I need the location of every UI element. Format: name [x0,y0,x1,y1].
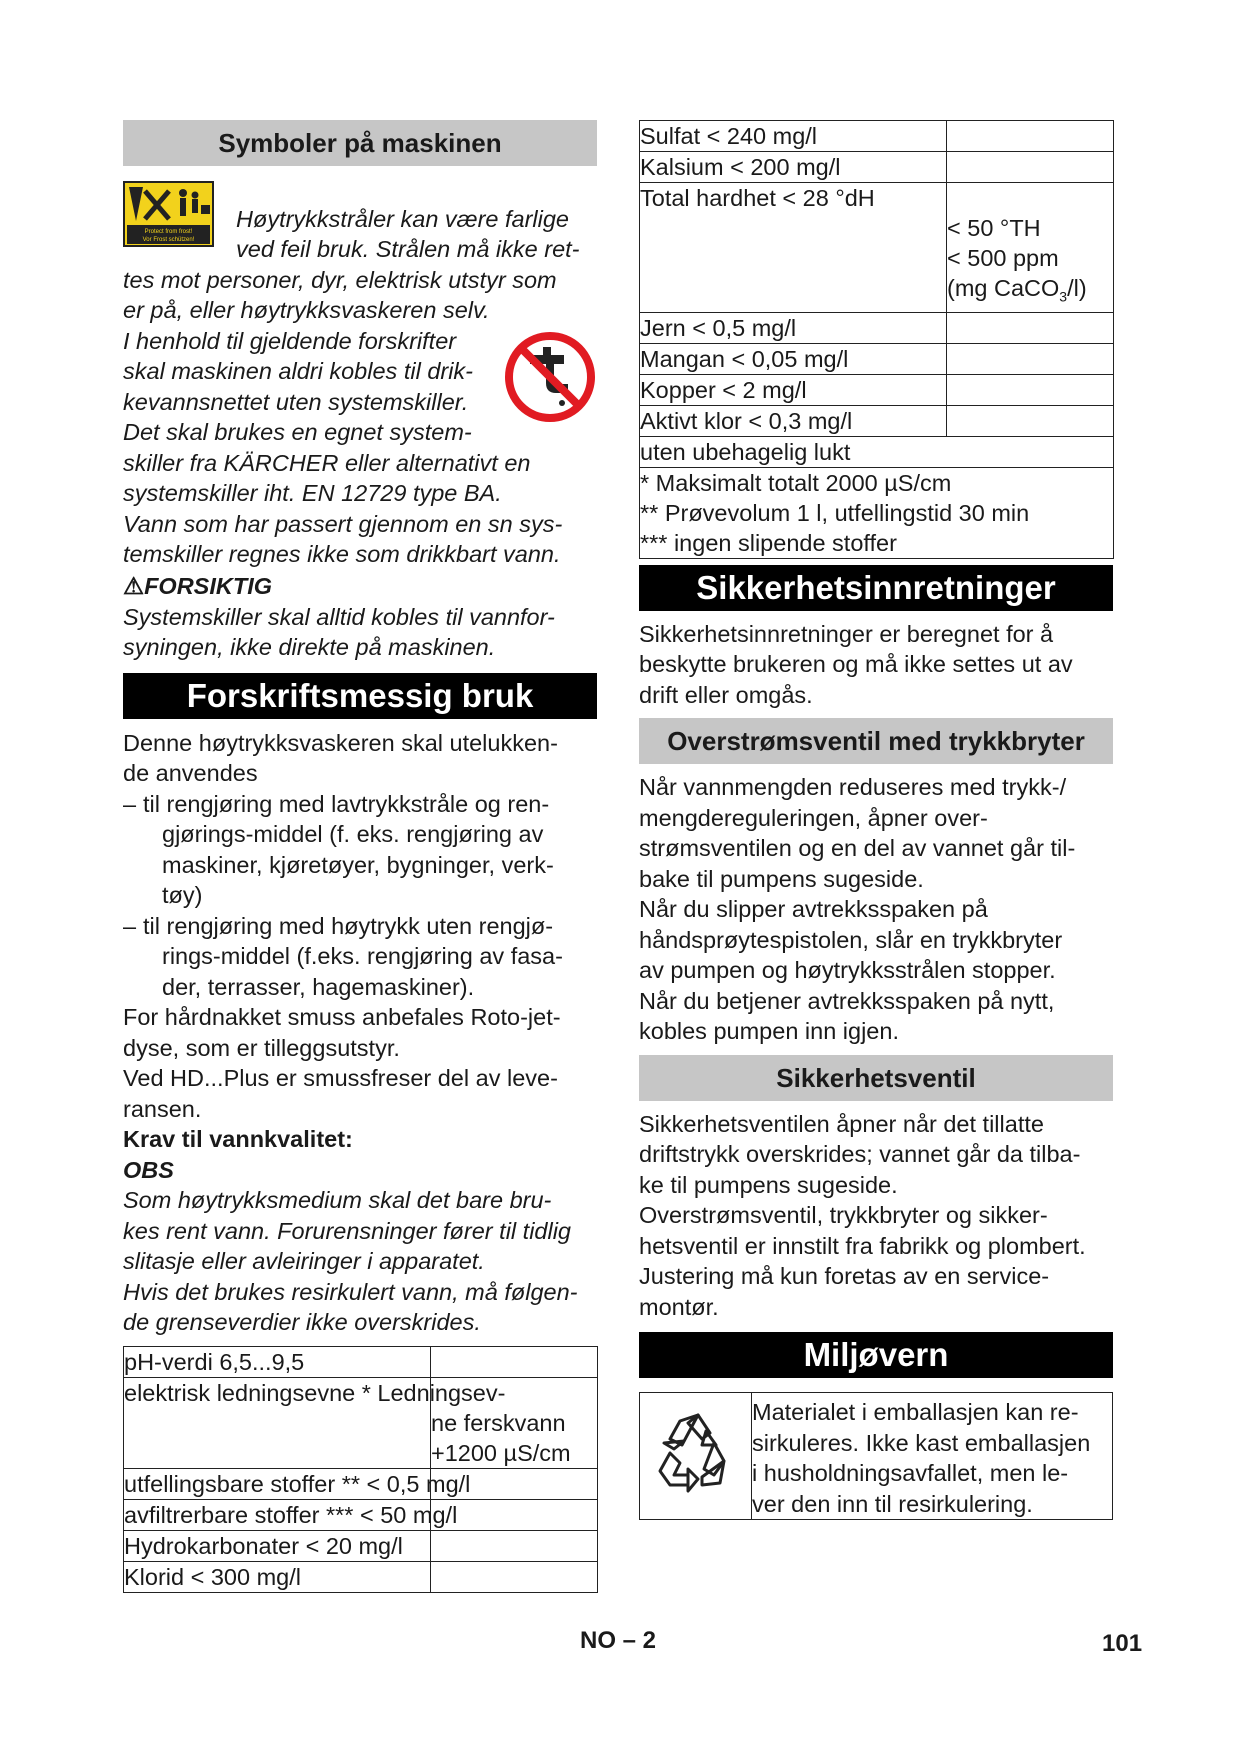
symbols-p1-line2: ved feil bruk. Strålen må ikke ret- [236,236,580,262]
table-row [640,405,1114,436]
table-cell [947,312,1114,343]
symbols-p2-line3: kevannsnettet uten systemskiller. [123,389,469,415]
overflow-text-4: bake til pumpens sugeside. [639,865,924,892]
symbols-block [123,181,597,567]
symbols-p2-line4: Det skal brukes en egnet system- [123,419,472,445]
frost-label-2: Vor Frost schützen! [142,237,195,243]
usage-p2-2: dyse, som er tilleggsutstyr. [123,1034,400,1061]
table-row [124,1561,598,1592]
caution-title: FORSIKTIG [144,573,273,599]
table-cell: Jern < 0,5 mg/l [640,312,947,343]
overflow-valve-section [639,772,1113,1047]
warning-triangle-icon: ⚠ [123,573,145,599]
table-cell [431,1346,598,1377]
symbols-p2-line2: skal maskinen aldri kobles til drik- [123,358,474,384]
obs-text-2: kes rent vann. Forurensninger fører til tidlig [123,1217,571,1244]
footer-language-code: NO – 2 [580,1627,657,1654]
overflow-text-8: Når du betjener avtrekksspaken på nytt, [639,987,1055,1014]
overflow-text-7: av pumpen og høytrykksstrålen stopper. [639,957,1056,984]
safety-text-3: drift eller omgås. [639,681,813,708]
overflow-text-6: håndsprøytespistolen, slår en trykkbryter [639,926,1063,953]
environment-text [752,1397,1090,1519]
table-cell: ne ferskvann +1200 µS/cm [431,1377,598,1468]
water-quality-table-left [123,1346,598,1593]
symbols-heading: Symboler på maskinen [123,120,597,166]
table-cell: Hydrokarbonater < 20 mg/l [124,1530,431,1561]
caution-text-2: syningen, ikke direkte på maskinen. [123,634,496,660]
symbols-p2-line6: systemskiller iht. EN 12729 type BA. [123,480,502,506]
right-column [639,120,1113,1520]
usage-p2-1: For hårdnakket smuss anbefales Roto-jet- [123,1004,561,1030]
table-row [640,436,1114,467]
page-number: 101 [1102,1630,1143,1657]
table-cell: Sulfat < 240 mg/l [640,121,947,152]
table-row [640,467,1114,558]
table-row [640,374,1114,405]
table-row [640,183,1114,313]
table-cell: < 50 °TH < 500 ppm (mg CaCO$_3$/l) [947,183,1114,313]
usage-item-2: – til rengjøring med høytrykk uten rengjø- [123,912,554,939]
usage-item-1: – til rengjøring med lavtrykkstråle og ren- [123,790,550,817]
table-cell: Total hardhet < 28 °dH [640,183,947,313]
table-row [640,121,1114,152]
overflow-text-3: strømsventilen og en del av vannet går til- [639,835,1076,862]
table-cell [947,152,1114,183]
env-text-3: i husholdningsavfallet, men le- [752,1460,1069,1487]
env-text-1: Materialet i emballasjen kan re- [752,1399,1079,1426]
caution-text-1: Systemskiller skal alltid kobles til vannfor- [123,603,555,630]
safety-text-2: beskytte brukeren og må ikke settes ut av [639,651,1073,678]
frost-label-1: Protect from frost! [144,229,193,235]
safety-valve-text-1: Sikkerhetsventilen åpner når det tillatte [639,1110,1044,1137]
safety-valve-section [639,1109,1113,1323]
table-cell: pH-verdi 6,5...9,5 [124,1346,431,1377]
table-cell: Kopper < 2 mg/l [640,374,947,405]
obs-text-3: slitasje eller avleiringer i apparatet. [123,1248,485,1274]
usage-heading: Forskriftsmessig bruk [123,673,597,719]
table-cell [947,374,1114,405]
left-column [123,120,597,1593]
obs-text-5: de grenseverdier ikke overskrides. [123,1309,481,1335]
usage-item-1-line4: tøy) [162,882,203,908]
no-drinking-water-icon [504,331,596,423]
table-row [124,1499,598,1530]
table-cell: Klorid < 300 mg/l [124,1561,431,1592]
usage-section [123,728,597,1338]
table-row [640,152,1114,183]
environment-heading: Miljøvern [639,1332,1113,1378]
table-cell: uten ubehagelig lukt [640,436,1114,467]
env-text-4: ver den inn til resirkulering. [752,1490,1033,1517]
warning-sticker-icon [123,181,214,247]
usage-item-1-line3: maskiner, kjøretøyer, bygninger, verk- [162,851,554,878]
overflow-text-2: mengdereguleringen, åpner over- [639,804,988,831]
symbols-p2-line7: Vann som har passert gjennom en sn sys- [123,511,563,537]
table-cell: utfellingsbare stoffer ** < 0,5 mg/l [124,1468,431,1499]
symbols-p1-line3: tes mot personer, dyr, elektrisk utstyr som [123,267,557,293]
overflow-text-9: kobles pumpen inn igjen. [639,1018,899,1045]
symbols-p2-line8: temskiller regnes ikke som drikkbart vann. [123,541,561,567]
table-cell [947,343,1114,374]
caution-line [123,571,597,602]
table-row [124,1346,598,1377]
table-cell: elektrisk ledningsevne * Ledningsev- [124,1377,431,1468]
safety-section [639,619,1113,711]
table-cell: Aktivt klor < 0,3 mg/l [640,405,947,436]
safety-valve-text-7: montør. [639,1293,719,1320]
table-cell [431,1561,598,1592]
usage-intro-2: de anvendes [123,760,258,786]
table-cell: Mangan < 0,05 mg/l [640,343,947,374]
table-cell: avfiltrerbare stoffer *** < 50 mg/l [124,1499,431,1530]
safety-text-1: Sikkerhetsinnretninger er beregnet for å [639,620,1054,647]
table-cell [431,1530,598,1561]
safety-valve-text-5: hetsventil er innstilt fra fabrikk og plombert. [639,1232,1086,1259]
recycle-icon [640,1393,752,1519]
table-row [640,312,1114,343]
symbols-p1-line4: er på, eller høytrykksvaskeren selv. [123,297,490,323]
table-notes: * Maksimalt totalt 2000 µS/cm ** Prøvevolum 1 l, utfellingstid 30 min *** ingen slipende stoffer [640,467,1114,558]
symbols-p1-line1: Høytrykkstråler kan være farlige [236,206,569,232]
usage-item-2-line3: der, terrasser, hagemaskiner). [162,973,475,1000]
overflow-text-5: Når du slipper avtrekksspaken på [639,896,988,923]
environment-box [639,1392,1113,1520]
overflow-text-1: Når vannmengden reduseres med trykk-/ [639,774,1067,801]
usage-p3-1: Ved HD...Plus er smussfreser del av leve- [123,1065,558,1091]
table-row [124,1377,598,1468]
table-row [124,1468,598,1499]
table-row [640,343,1114,374]
safety-valve-text-6: Justering må kun foretas av en service- [639,1263,1050,1290]
obs-text-1: Som høytrykksmedium skal det bare bru- [123,1187,552,1213]
symbols-p2-line5: skiller fra KÄRCHER eller alternativt en [123,450,531,476]
safety-heading: Sikkerhetsinnretninger [639,565,1113,611]
env-text-2: sirkuleres. Ikke kast emballasjen [752,1429,1091,1456]
usage-p3-2: ransen. [123,1095,202,1122]
safety-valve-heading: Sikkerhetsventil [639,1055,1113,1101]
table-cell: Kalsium < 200 mg/l [640,152,947,183]
usage-item-2-line2: rings-middel (f.eks. rengjøring av fasa- [162,943,563,969]
obs-label: OBS [123,1156,174,1183]
table-cell [947,405,1114,436]
usage-item-1-line2: gjørings-middel (f. eks. rengjøring av [162,821,544,847]
table-row [124,1530,598,1561]
safety-valve-text-4: Overstrømsventil, trykkbryter og sikker- [639,1202,1048,1229]
table-cell [947,121,1114,152]
safety-valve-text-3: ke til pumpens sugeside. [639,1171,898,1198]
water-quality-table-right [639,120,1114,559]
obs-text-4: Hvis det brukes resirkulert vann, må følgen- [123,1278,578,1305]
overflow-valve-heading: Overstrømsventil med trykkbryter [639,718,1113,764]
water-heading: Krav til vannkvalitet: [123,1126,353,1152]
usage-intro-1: Denne høytrykksvaskeren skal utelukken- [123,729,558,756]
symbols-p2-line1: I henhold til gjeldende forskrifter [123,328,457,354]
safety-valve-text-2: driftstrykk overskrides; vannet går da tilba- [639,1141,1081,1168]
